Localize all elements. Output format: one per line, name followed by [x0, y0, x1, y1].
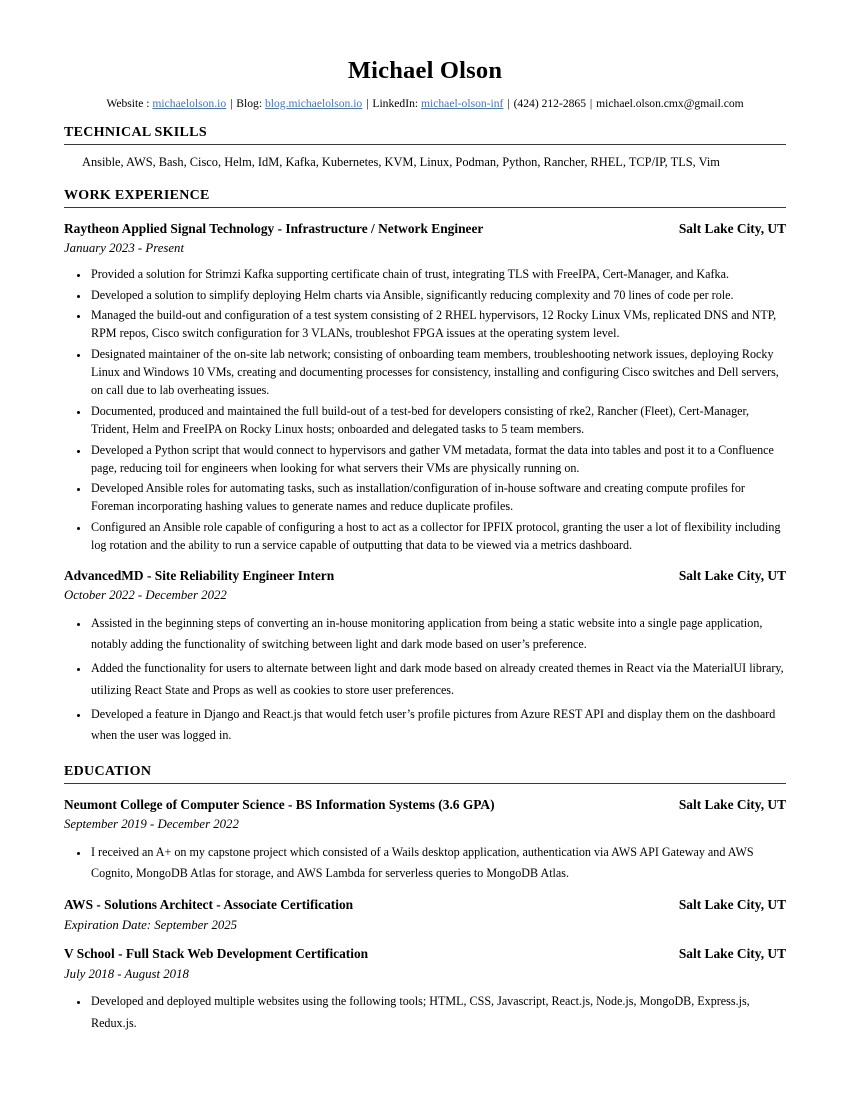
bullet-item: • Managed the build-out and configuration of a test system consisting of 2 RHEL hypervisors, 12 Rocky Linux VMs, replicated DNS and NTP, RPM repos, Cisco switch configuration for 3 VLANs, troubleshot FPGA issues at the operating system level. [89, 307, 786, 343]
contact-line [64, 96, 786, 112]
education-location: Salt Lake City, UT [678, 946, 786, 962]
education-header [64, 896, 786, 913]
section-title-technical-skills: TECHNICAL SKILLS [64, 125, 786, 145]
person-name: Michael Olson [347, 57, 503, 84]
bullet-item: • Assisted in the beginning steps of converting an in-house monitoring application from being a static website into a single page application, notably adding the functionality of switching between light and dark mode based on user’s preference. [89, 613, 786, 655]
job-header [64, 220, 786, 237]
education-location: Salt Lake City, UT [678, 797, 786, 813]
job-location: Salt Lake City, UT [678, 220, 786, 236]
job-location: Salt Lake City, UT [678, 568, 786, 584]
education-bullet-list [64, 991, 786, 1033]
job-dates: October 2022 - December 2022 [64, 588, 227, 603]
website-link[interactable]: michaelolson.io [152, 96, 227, 110]
linkedin-link[interactable]: michael-olson-inf [421, 96, 504, 110]
phone-number: (424) 212-2865 [513, 96, 587, 110]
bullet-item: • Provided a solution for Strimzi Kafka supporting certificate chain of trust, integrating TLS with FreeIPA, Cert-Manager, and Kafka. [89, 266, 786, 284]
website-label: Website : [106, 96, 150, 110]
education-title: Neumont College of Computer Science - BS Information Systems (3.6 GPA) [64, 797, 495, 813]
bullet-item: • I received an A+ on my capstone project which consisted of a Wails desktop application, authentication via AWS API Gateway and AWS Cognito, MongoDB Atlas for storage, and AWS Lambda for serverless queries to MongoDB Atlas. [89, 842, 786, 884]
email-address: michael.olson.cmx@gmail.com [596, 96, 744, 110]
job-entry-raytheon [64, 220, 786, 555]
section-title-work-experience: WORK EXPERIENCE [64, 188, 786, 208]
separator: | [507, 96, 510, 110]
separator: | [589, 96, 593, 110]
job-entry-advancedmd [64, 567, 786, 746]
bullet-item: • Documented, produced and maintained the full build-out of a test-bed for developers consisting of rke2, Rancher (Fleet), Cert-Manager, Trident, Helm and FreeIPA on Rocky Linux hosts; onboarded and delegated tasks to 5 team members. [89, 403, 786, 439]
education-bullet-list [64, 842, 786, 884]
blog-link[interactable]: blog.michaelolson.io [264, 96, 363, 110]
separator: | [366, 96, 369, 110]
bullet-item: • Added the functionality for users to alternate between light and dark mode based on already created themes in React via the MaterialUI library, utilizing React State and Props as well as cookies to store user preferences. [89, 658, 786, 700]
bullet-item: • Developed and deployed multiple websites using the following tools; HTML, CSS, Javascript, React.js, Node.js, MongoDB, Express.js, Redux.js. [89, 991, 786, 1033]
education-title: AWS - Solutions Architect - Associate Certification [64, 897, 354, 913]
bullet-item: • Designated maintainer of the on-site lab network; consisting of onboarding team members, troubleshooting network issues, deploying Rocky Linux and Windows 10 VMs, creating and documenting processes for consistency, installing and configuring Cisco switches and Dell servers, on call due to lab overheating issues. [89, 346, 786, 400]
skills-list: Ansible, AWS, Bash, Cisco, Helm, IdM, Kafka, Kubernetes, KVM, Linux, Podman, Python, Rancher, RHEL, TCP/IP, TLS, Vim [82, 155, 720, 170]
education-title: V School - Full Stack Web Development Certification [64, 946, 369, 962]
education-dates: September 2019 - December 2022 [64, 817, 239, 832]
job-bullet-list [64, 613, 786, 746]
bullet-item: • Developed a feature in Django and React.js that would fetch user’s profile pictures from Azure REST API and display them on the dashboard when the user was logged in. [89, 704, 786, 746]
separator: | [230, 96, 233, 110]
bullet-item: • Developed a Python script that would connect to hypervisors and gather VM metadata, format the data into tables and post it to a Confluence page, reducing toil for engineers when looking for what servers their VMs are physically running on. [89, 442, 786, 478]
job-title: AdvancedMD - Site Reliability Engineer Intern [64, 568, 335, 584]
blog-label: Blog: [236, 96, 263, 110]
linkedin-label: LinkedIn: [372, 96, 419, 110]
education-entry-neumont [64, 796, 786, 884]
job-header [64, 567, 786, 584]
education-entry-vschool-cert [64, 945, 786, 1033]
job-bullet-list [64, 266, 786, 555]
education-location: Salt Lake City, UT [678, 897, 786, 913]
education-header [64, 945, 786, 962]
education-dates: July 2018 - August 2018 [64, 966, 189, 981]
job-dates: January 2023 - Present [64, 241, 185, 256]
bullet-item: • Configured an Ansible role capable of configuring a host to act as a collector for IPFIX protocol, granting the user a lot of flexibility including log rotation and the ability to run a service capable of outputting that data to be viewed via a metrics dashboard. [89, 519, 786, 555]
job-title: Raytheon Applied Signal Technology - Infrastructure / Network Engineer [64, 220, 484, 236]
education-entry-aws-cert [64, 896, 786, 933]
bullet-item: • Developed Ansible roles for automating tasks, such as installation/configuration of in-house software and creating compute profiles for Foreman incorporating hashing values to generate names and reduce duplicate profiles. [89, 480, 786, 516]
education-dates: Expiration Date: September 2025 [64, 917, 238, 932]
education-header [64, 796, 786, 813]
bullet-item: • Developed a solution to simplify deploying Helm charts via Ansible, significantly reducing complexity and 70 lines of code per role. [89, 287, 786, 305]
section-title-education: EDUCATION [64, 764, 786, 784]
